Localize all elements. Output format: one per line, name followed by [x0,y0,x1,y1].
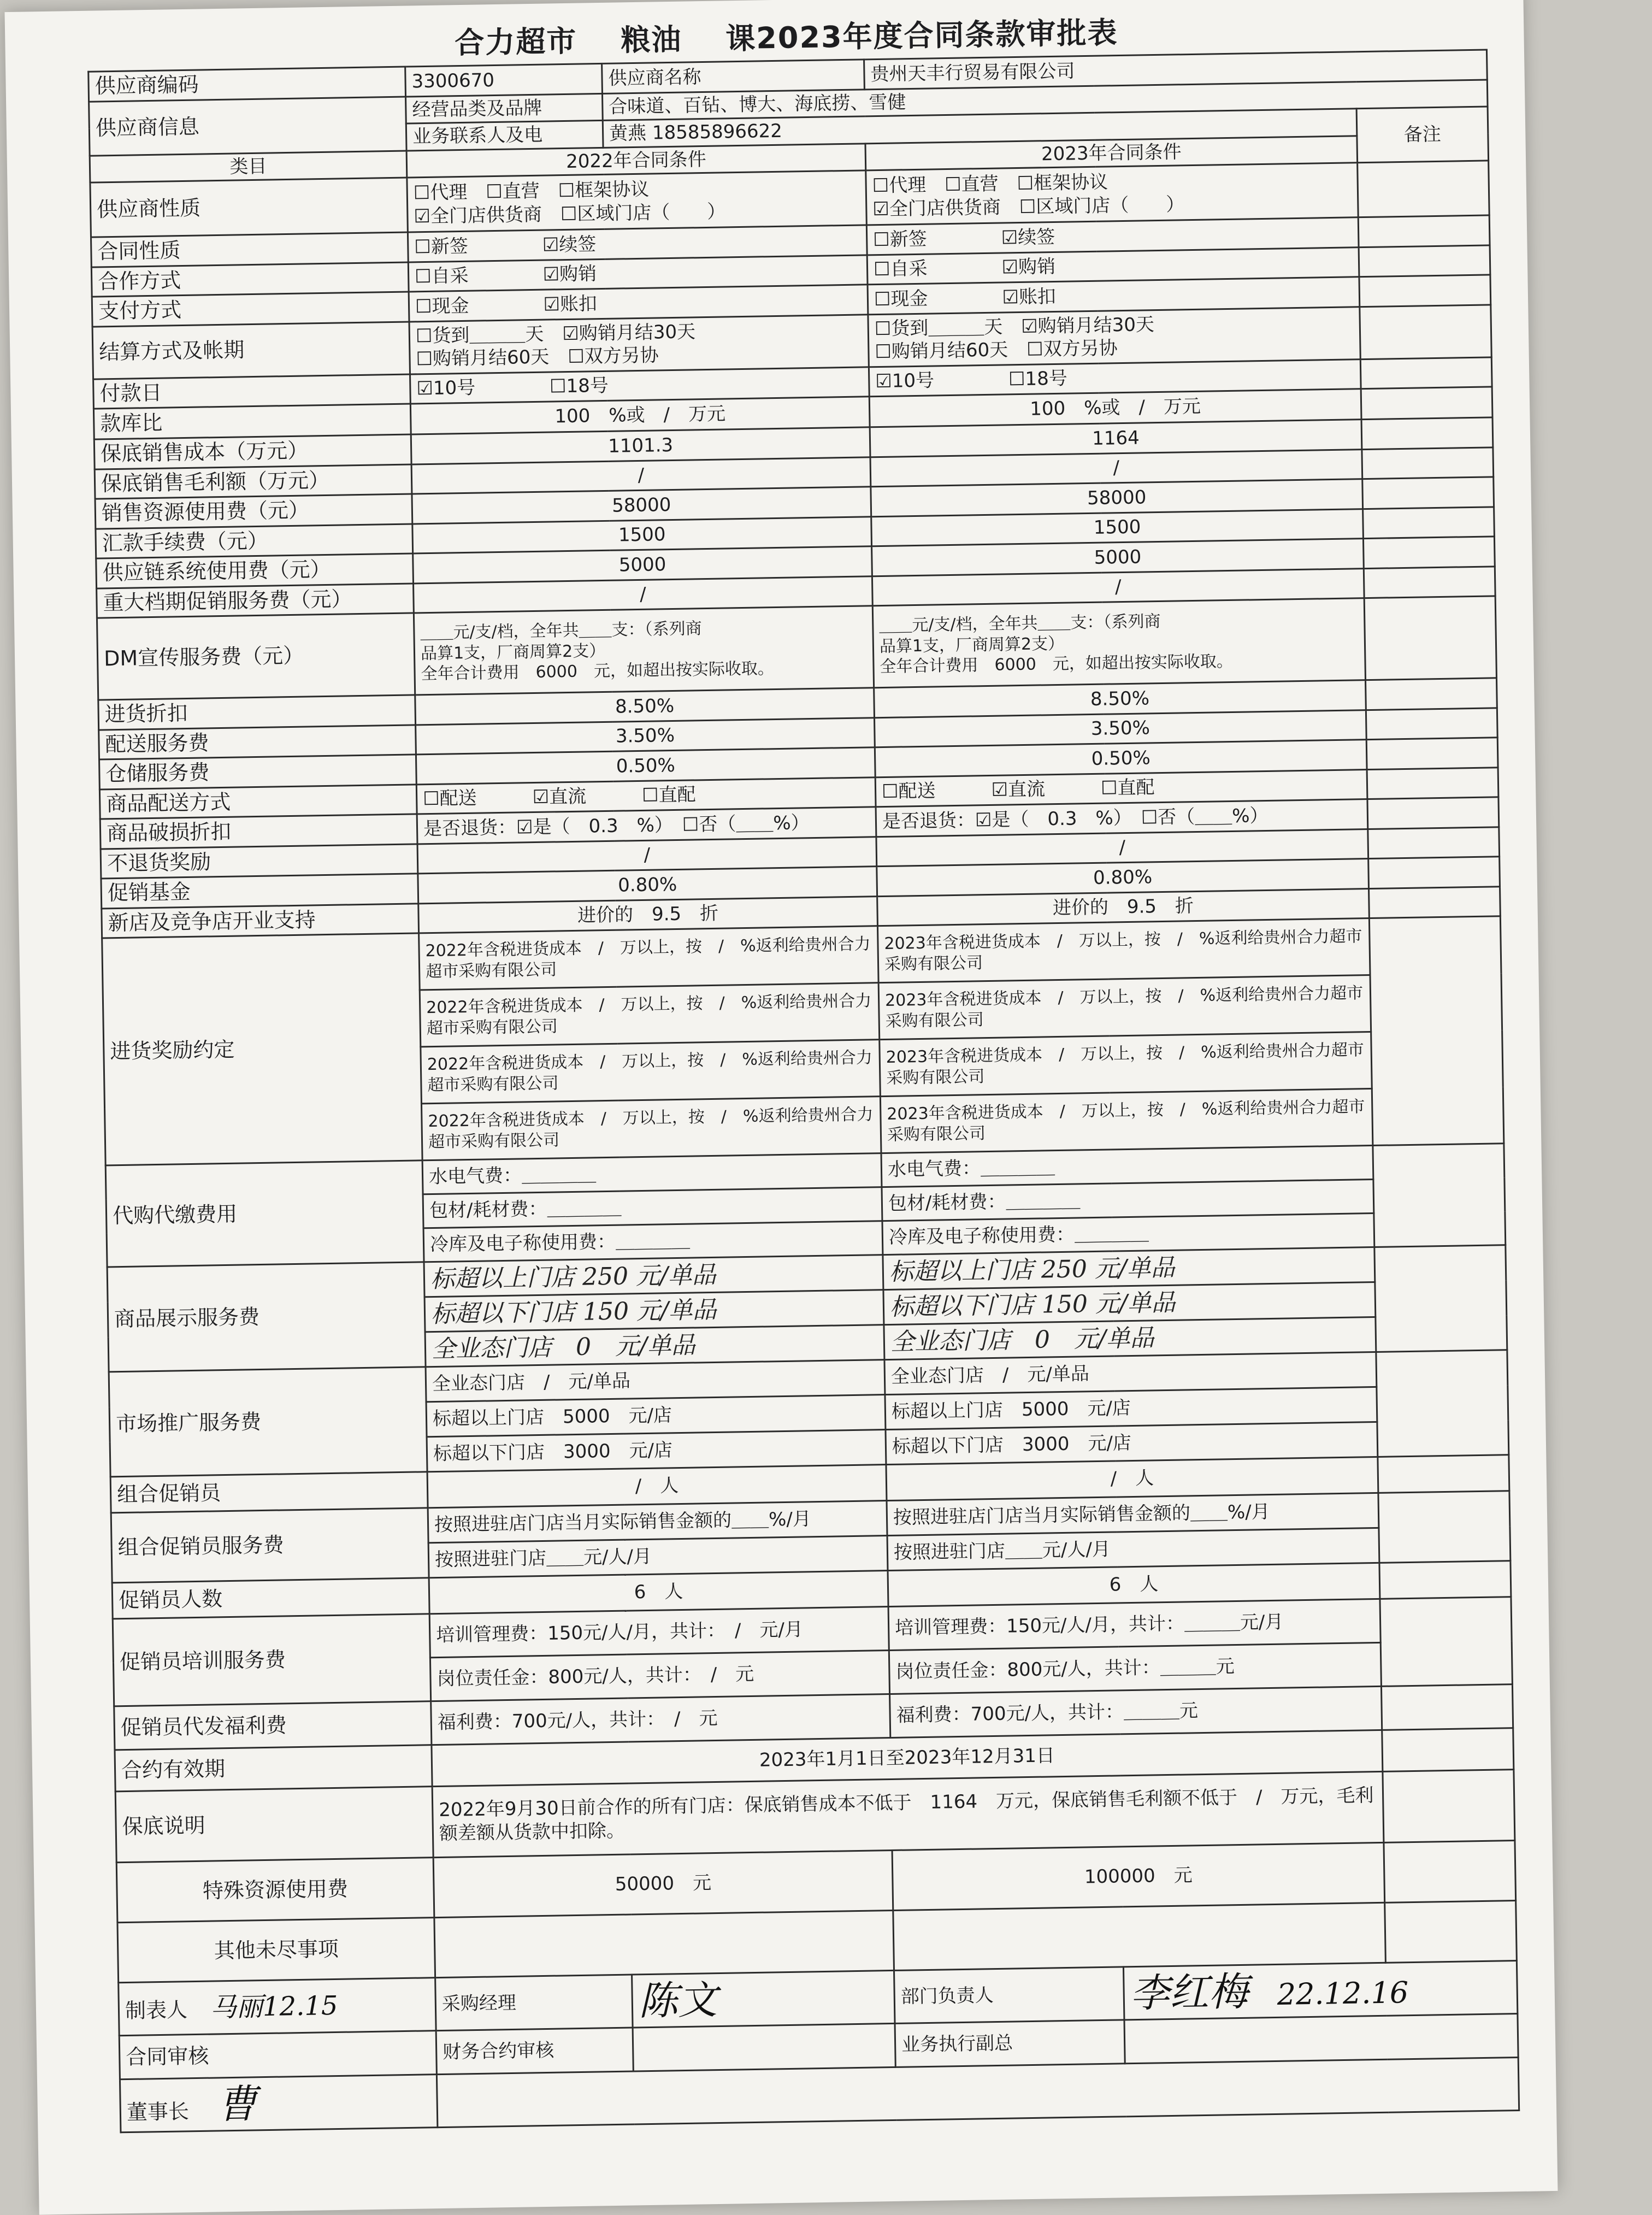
nature-label: 供应商性质 [90,178,408,237]
supplier-name-label: 供应商名称 [602,60,865,93]
training-2022-mgmt: 培训管理费：150元/人/月，共计： / 元/月 [429,1607,889,1658]
vp-signature [1124,2014,1518,2064]
ratio-label: 款库比 [93,404,411,439]
nature-2022-line2: ☑全门店供货商 ☐区域门店（ ） [414,200,726,227]
discount-2023: 8.50% [874,680,1366,718]
min-margin-label: 保底销售毛利额（万元） [95,464,412,499]
remark-cell [1366,708,1497,739]
remark-label: 备注 [1356,107,1489,163]
delivery-mode-2022: ☐配送 ☑直流 ☐直配 [416,777,876,814]
buyer-label: 采购经理 [435,1975,633,2031]
coop-2022: ☐自采 ☑购销 [408,255,868,292]
remark-cell [1368,857,1500,888]
display-2022-all: 全业态门店 0 元/单品 [425,1325,884,1367]
remark-cell [1378,1455,1509,1493]
nature-2023-line1: ☐代理 ☐直营 ☐框架协议 [872,171,1108,197]
combo-fee-2022-fixed: 按照进驻门店＿＿元/人/月 [428,1536,888,1578]
settle-2023 [868,307,1360,367]
resource-2022: 58000 [412,487,871,524]
remark-cell [1385,1901,1517,1963]
market-2023-below: 标超以下门店 3000 元/店 [886,1422,1378,1464]
dm-2023-line3: 全年合计费用 6000 元，如超出按实际收取。 [880,652,1234,677]
fund-label: 促销基金 [101,874,418,909]
dept-head-name: 李红梅 [1130,1968,1249,2017]
min-cost-2023: 1164 [870,420,1362,457]
remit-2022: 1500 [412,516,872,553]
remark-cell [1374,1245,1507,1352]
contract-2022: ☐新签 ☑续签 [408,225,867,262]
display-2022-below: 标超以下门店 150 元/单品 [424,1290,884,1332]
agency-2022-cold: 冷库及电子称使用费：＿＿＿＿ [423,1221,883,1262]
delivery-mode-label: 商品配送方式 [99,784,417,819]
remit-label: 汇款手续费（元） [96,523,413,558]
scm-2022: 5000 [413,546,872,584]
validity-value: 2023年1月1日至2023年12月31日 [432,1730,1383,1786]
remark-cell [1368,827,1500,858]
validity-label: 合约有效期 [115,1745,432,1792]
remark-cell [1360,357,1492,388]
coop-2023: ☐自采 ☑购销 [867,247,1359,285]
contact-label: 业务联系人及电 [406,120,603,150]
remark-cell [1360,304,1491,359]
storage-fee-2023: 0.50% [875,740,1367,777]
remark-cell [1364,566,1495,598]
display-label: 商品展示服务费 [107,1262,426,1372]
newstore-2022: 进价的 9.5 折 [418,896,878,933]
dept-head-label: 部门负责人 [894,1967,1124,2024]
remark-cell [1361,417,1493,449]
remark-cell [1379,1561,1511,1599]
scm-label: 供应链系统使用费（元） [96,553,414,588]
promoters-2023: 6 人 [888,1563,1380,1606]
fund-2023: 0.80% [877,859,1369,897]
rebate-2023-4: 2023年含税进货成本 / 万以上，按 / %返利给贵州合力超市采购有限公司 [880,1089,1373,1153]
coop-label: 合作方式 [91,262,409,297]
contact: 黄燕 18585896622 [603,109,1357,148]
pay-label: 支付方式 [92,292,409,327]
welfare-2023: 福利费：700元/人，共计：＿＿＿元 [890,1686,1382,1737]
remark-cell [1367,797,1499,829]
combo-fee-label: 组合促销员服务费 [111,1508,429,1583]
chair-label-text: 董事长 [126,2099,190,2125]
rebate-2023-3: 2023年含税进货成本 / 万以上，按 / %返利给贵州合力超市采购有限公司 [880,1032,1372,1097]
delivery-fee-2023: 3.50% [874,710,1366,747]
nature-2022 [407,170,866,232]
payday-2023: ☑10号 ☐18号 [869,359,1361,397]
market-2022-all: 全业态门店 / 元/单品 [426,1360,885,1402]
fund-2022: 0.80% [418,867,877,904]
remark-cell [1376,1350,1509,1457]
settle-2022 [409,314,869,374]
dm-2023-line2: 品算1支，厂商周算2支） [879,634,1065,656]
remark-cell [1363,506,1495,538]
supplier-code-label: 供应商编码 [88,67,406,102]
settle-2023-line1: ☐货到＿＿＿天 ☑购销月结30天 [874,313,1155,340]
rebate-2022-3: 2022年含税进货成本 / 万以上，按 / %返利给贵州合力超市采购有限公司 [421,1040,881,1104]
rebate-2022-2: 2022年含税进货成本 / 万以上，按 / %返利给贵州合力超市采购有限公司 [420,983,880,1047]
agency-2023-packaging: 包材/耗材费：＿＿＿＿ [882,1179,1374,1221]
damage-label: 商品破损折扣 [100,814,417,849]
dm-2022 [414,606,874,695]
discount-label: 进货折扣 [98,695,416,730]
chair-label [120,2075,437,2132]
training-label: 促销员培训服务费 [113,1614,430,1706]
promoters-label: 促销员人数 [112,1578,429,1619]
remark-cell [1361,387,1492,420]
vp-label: 业务执行副总 [895,2020,1125,2067]
year-2022-header: 2022年合同条件 [406,143,866,178]
dept-head-signature [1123,1961,1517,2020]
nature-2023-line2: ☑全门店供货商 ☐区域门店（ ） [872,193,1185,220]
market-2023-above: 标超以上门店 5000 元/店 [885,1387,1377,1429]
market-2022-below: 标超以下门店 3000 元/店 [427,1430,886,1472]
promo-slot-2023: / [872,568,1364,606]
remark-cell [1381,1684,1513,1730]
remark-cell [1358,215,1490,247]
rebate-2023-2: 2023年含税进货成本 / 万以上，按 / %返利给贵州合力超市采购有限公司 [878,975,1371,1040]
nature-2023 [866,163,1358,225]
training-2023-duty: 岗位责任金：800元/人，共计：＿＿＿元 [889,1642,1381,1694]
remark-cell [1366,738,1498,769]
min-cost-2022: 1101.3 [411,427,870,464]
paper-sheet [5,0,1558,2215]
welfare-2022: 福利费：700元/人，共计： / 元 [431,1694,890,1745]
dm-2022-line1: ＿＿元/支/档，全年共＿＿支：（系列商 [420,619,702,643]
newstore-label: 新店及竞争店开业支持 [102,903,419,938]
combo-fee-2023-fixed: 按照进驻门店＿＿元/人/月 [887,1528,1379,1570]
finance-signature [633,2023,895,2071]
supplier-info-label: 供应商信息 [89,97,406,156]
storage-fee-2022: 0.50% [416,747,875,785]
remark-cell [1369,886,1501,918]
remit-2023: 1500 [871,509,1364,546]
display-2023-above: 标超以上门店 250 元/单品 [883,1247,1375,1289]
resource-label: 销售资源使用费（元） [95,494,412,529]
remark-cell [1383,1770,1515,1843]
scm-2023: 5000 [872,539,1364,576]
rebate-label: 进货奖励约定 [102,933,422,1165]
no-return-2023: / [876,829,1368,867]
agency-2023-cold: 冷库及电子称使用费：＿＿＿＿ [882,1213,1374,1254]
guarantee-label: 保底说明 [115,1787,433,1863]
approval-form [87,5,1518,2134]
review-label: 合同审核 [119,2031,436,2079]
combo-label: 组合促销员 [110,1472,428,1513]
supplier-code: 3300670 [405,63,603,96]
combo-2022: / 人 [427,1465,887,1508]
market-2023-all: 全业态门店 / 元/单品 [884,1352,1377,1394]
remark-cell [1367,767,1498,799]
settle-2022-line2: ☐购销月结60天 ☐双方另协 [416,344,659,370]
display-2023-all: 全业态门店 0 元/单品 [884,1317,1376,1359]
guarantee-value: 2022年9月30日前合作的所有门店：保底销售成本不低于 1164 万元，保底销售毛利额不低于 / 万元，毛利额差额从货款中扣除。 [432,1771,1384,1857]
remark-cell [1358,161,1490,217]
combo-fee-2023-pct: 按照进驻店门店当月实际销售金额的＿＿%/月 [887,1493,1379,1535]
combo-2023: / 人 [886,1457,1378,1500]
remark-cell [1362,477,1494,509]
special-label: 特殊资源使用费 [116,1858,434,1923]
min-cost-label: 保底销售成本（万元） [94,434,411,469]
brands-label: 经营品类及品牌 [406,93,603,123]
rebate-2023-1: 2023年含税进货成本 / 万以上，按 / %返利给贵州合力超市采购有限公司 [877,918,1370,983]
dm-label: DM宣传服务费（元） [97,613,415,700]
settle-2022-line1: ☐货到＿＿＿天 ☑购销月结30天 [415,320,696,347]
dm-2022-line3: 全年合计费用 6000 元，如超出按实际收取。 [421,659,775,684]
remark-cell [1362,447,1494,479]
maker-label-text: 制表人 [125,1998,188,2023]
agency-2023-utilities: 水电气费：＿＿＿＿ [881,1146,1373,1187]
no-return-2022: / [417,836,877,874]
form-table [87,49,1520,2133]
payday-2022: ☑10号 ☐18号 [410,367,870,404]
combo-fee-2022-pct: 按照进驻店门店当月实际销售金额的＿＿%/月 [428,1501,887,1543]
ratio-2022: 100 %或 / 万元 [410,397,870,434]
rebate-2022-4: 2022年含税进货成本 / 万以上，按 / %返利给贵州合力超市采购有限公司 [421,1097,881,1160]
rebate-2022-1: 2022年含税进货成本 / 万以上，按 / %返利给贵州合力超市采购有限公司 [419,926,879,990]
training-2022-duty: 岗位责任金：800元/人，共计： / 元 [430,1651,889,1701]
agency-2022-utilities: 水电气费：＿＿＿＿ [422,1153,882,1194]
remark-cell [1378,1491,1511,1563]
nature-2022-line1: ☐代理 ☐直营 ☐框架协议 [413,178,650,204]
other-2022 [434,1910,894,1977]
promo-slot-2022: / [414,576,873,613]
remark-cell [1359,275,1491,307]
delivery-mode-2023: ☐配送 ☑直流 ☐直配 [875,769,1367,807]
store-name: 合力超市 [454,23,577,61]
display-2023-below: 标超以下门店 150 元/单品 [883,1282,1376,1324]
agency-label: 代购代缴费用 [105,1160,424,1267]
title-rest: 课2023年度合同条款审批表 [725,15,1118,56]
remark-cell [1359,245,1490,276]
damage-2023: 是否退货：☑是（ 0.3 %） ☐否（＿＿%） [876,799,1368,837]
settle-2023-line2: ☐购销月结60天 ☐双方另协 [875,337,1118,363]
dept-head-date: 22.12.16 [1277,1975,1409,2012]
pay-2023: ☐现金 ☑账扣 [868,277,1360,315]
delivery-fee-2022: 3.50% [416,717,875,755]
damage-2022: 是否退货：☑是（ 0.3 %） ☐否（＿＿%） [417,807,876,844]
supplier-name: 贵州天丰行贸易有限公司 [864,50,1488,89]
remark-cell [1364,596,1496,680]
market-label: 市场推广服务费 [109,1367,427,1477]
dm-2022-line2: 品算1支，厂商周算2支） [420,641,606,664]
promoters-2022: 6 人 [429,1571,888,1614]
maker-label [119,1978,436,2036]
special-2023: 100000 元 [892,1842,1385,1910]
chair-signature: 曹 [217,2081,257,2128]
payday-label: 付款日 [93,374,411,409]
newstore-2023: 进价的 9.5 折 [877,888,1370,926]
category-header: 类目 [90,151,407,183]
contract-label: 合同性质 [91,232,408,267]
buyer-signature: 陈文 [632,1970,895,2028]
agency-2022-packaging: 包材/耗材费：＿＿＿＿ [423,1187,882,1228]
other-2023 [893,1902,1386,1970]
dm-2023 [872,598,1365,688]
remark-cell [1366,678,1497,710]
discount-2022: 8.50% [415,688,875,725]
other-label: 其他未尽事项 [117,1918,435,1983]
finance-label: 财务合约审核 [436,2028,633,2075]
min-margin-2023: / [870,449,1362,487]
no-return-label: 不退货奖励 [101,844,418,879]
remark-cell [1380,1597,1512,1687]
brands: 合味道、百钻、博大、海底捞、雪健 [602,79,1488,120]
display-2022-above: 标超以上门店 250 元/单品 [424,1255,883,1297]
min-margin-2022: / [411,457,871,494]
maker-signature: 马丽12.15 [210,1990,338,2023]
settle-label: 结算方式及帐期 [92,322,410,379]
year-2023-header: 2023年合同条件 [865,136,1358,170]
remark-cell [1382,1728,1514,1772]
pay-2022: ☐现金 ☑账扣 [409,285,868,322]
remark-cell [1363,537,1495,568]
remark-cell [1384,1841,1516,1903]
remark-cell [1373,1144,1506,1247]
promo-slot-label: 重大档期促销服务费（元） [97,583,414,618]
delivery-fee-label: 配送服务费 [99,724,416,759]
welfare-label: 促销员代发福利费 [114,1701,432,1750]
ratio-2023: 100 %或 / 万元 [869,389,1361,427]
training-2023-mgmt: 培训管理费：150元/人/月，共计：＿＿＿元/月 [888,1599,1380,1650]
resource-2023: 58000 [871,479,1363,517]
market-2022-above: 标超以上门店 5000 元/店 [426,1395,886,1437]
storage-fee-label: 仓储服务费 [99,755,417,790]
dept-name: 粮油 [620,22,682,58]
remark-cell [1369,916,1504,1146]
contract-2023: ☐新签 ☑续签 [866,217,1359,255]
special-2022: 50000 元 [433,1850,893,1917]
dm-2023-line1: ＿＿元/支/档，全年共＿＿支：（系列商 [879,612,1161,636]
